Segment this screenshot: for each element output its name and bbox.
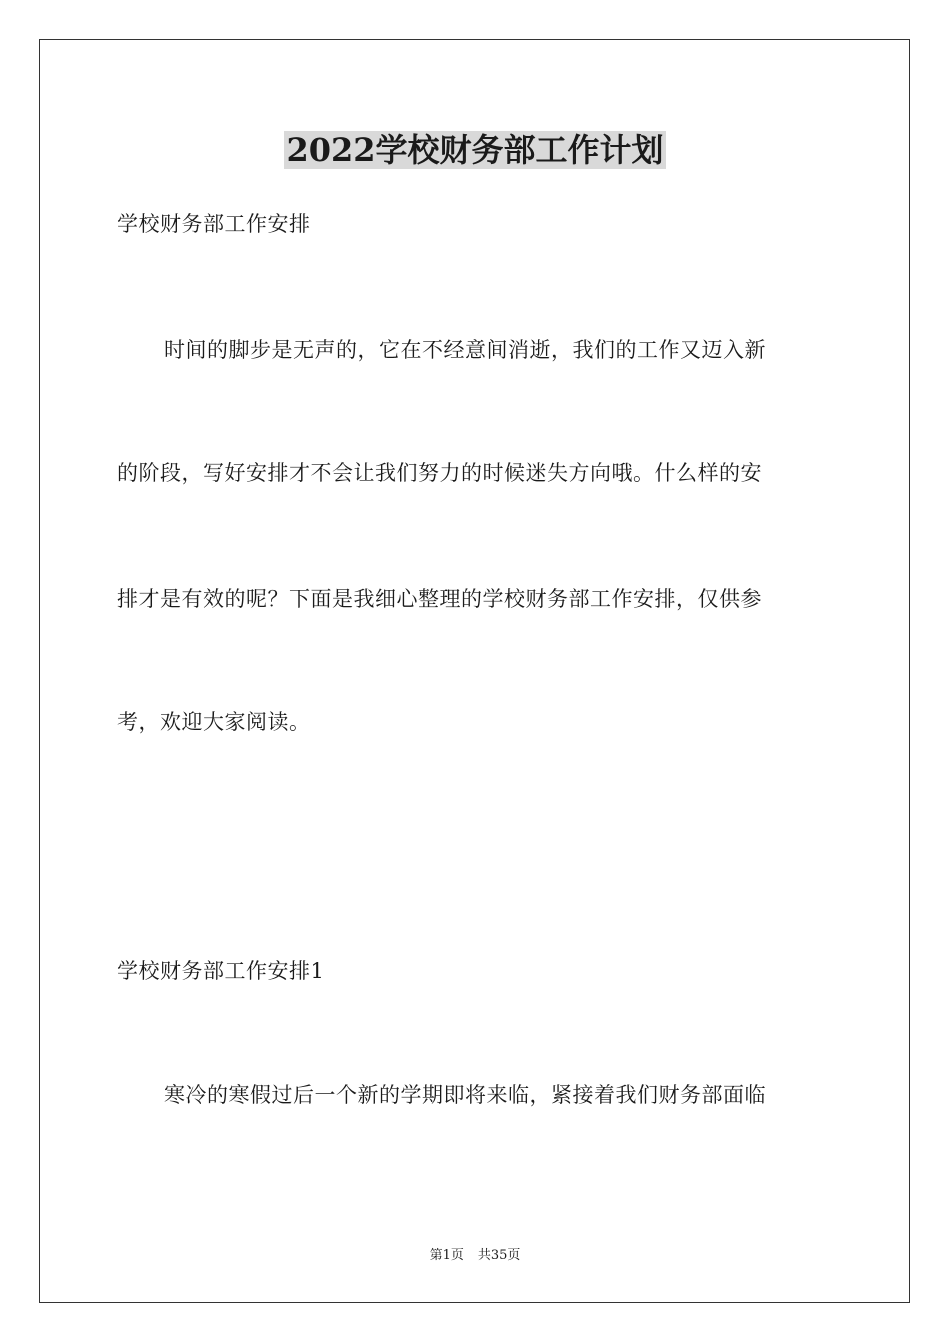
paragraph-line: 的阶段，写好安排才不会让我们努力的时候迷失方向哦。什么样的安	[117, 461, 762, 485]
page-total: 共35页	[477, 1248, 521, 1263]
paragraph-line: 排才是有效的呢？下面是我细心整理的学校财务部工作安排，仅供参	[117, 587, 762, 611]
page-number: 第1页	[429, 1248, 464, 1263]
paragraph-line: 寒冷的寒假过后一个新的学期即将来临，紧接着我们财务部面临	[164, 1083, 766, 1107]
section-heading: 学校财务部工作安排	[117, 212, 311, 236]
paragraph-line: 考，欢迎大家阅读。	[117, 710, 311, 734]
document-title-text: 2022学校财务部工作计划	[286, 131, 664, 169]
section-heading: 学校财务部工作安排1	[117, 959, 325, 983]
page-footer	[0, 1247, 950, 1265]
paragraph-line: 时间的脚步是无声的，它在不经意间消逝，我们的工作又迈入新	[164, 338, 766, 362]
document-title	[0, 128, 950, 172]
